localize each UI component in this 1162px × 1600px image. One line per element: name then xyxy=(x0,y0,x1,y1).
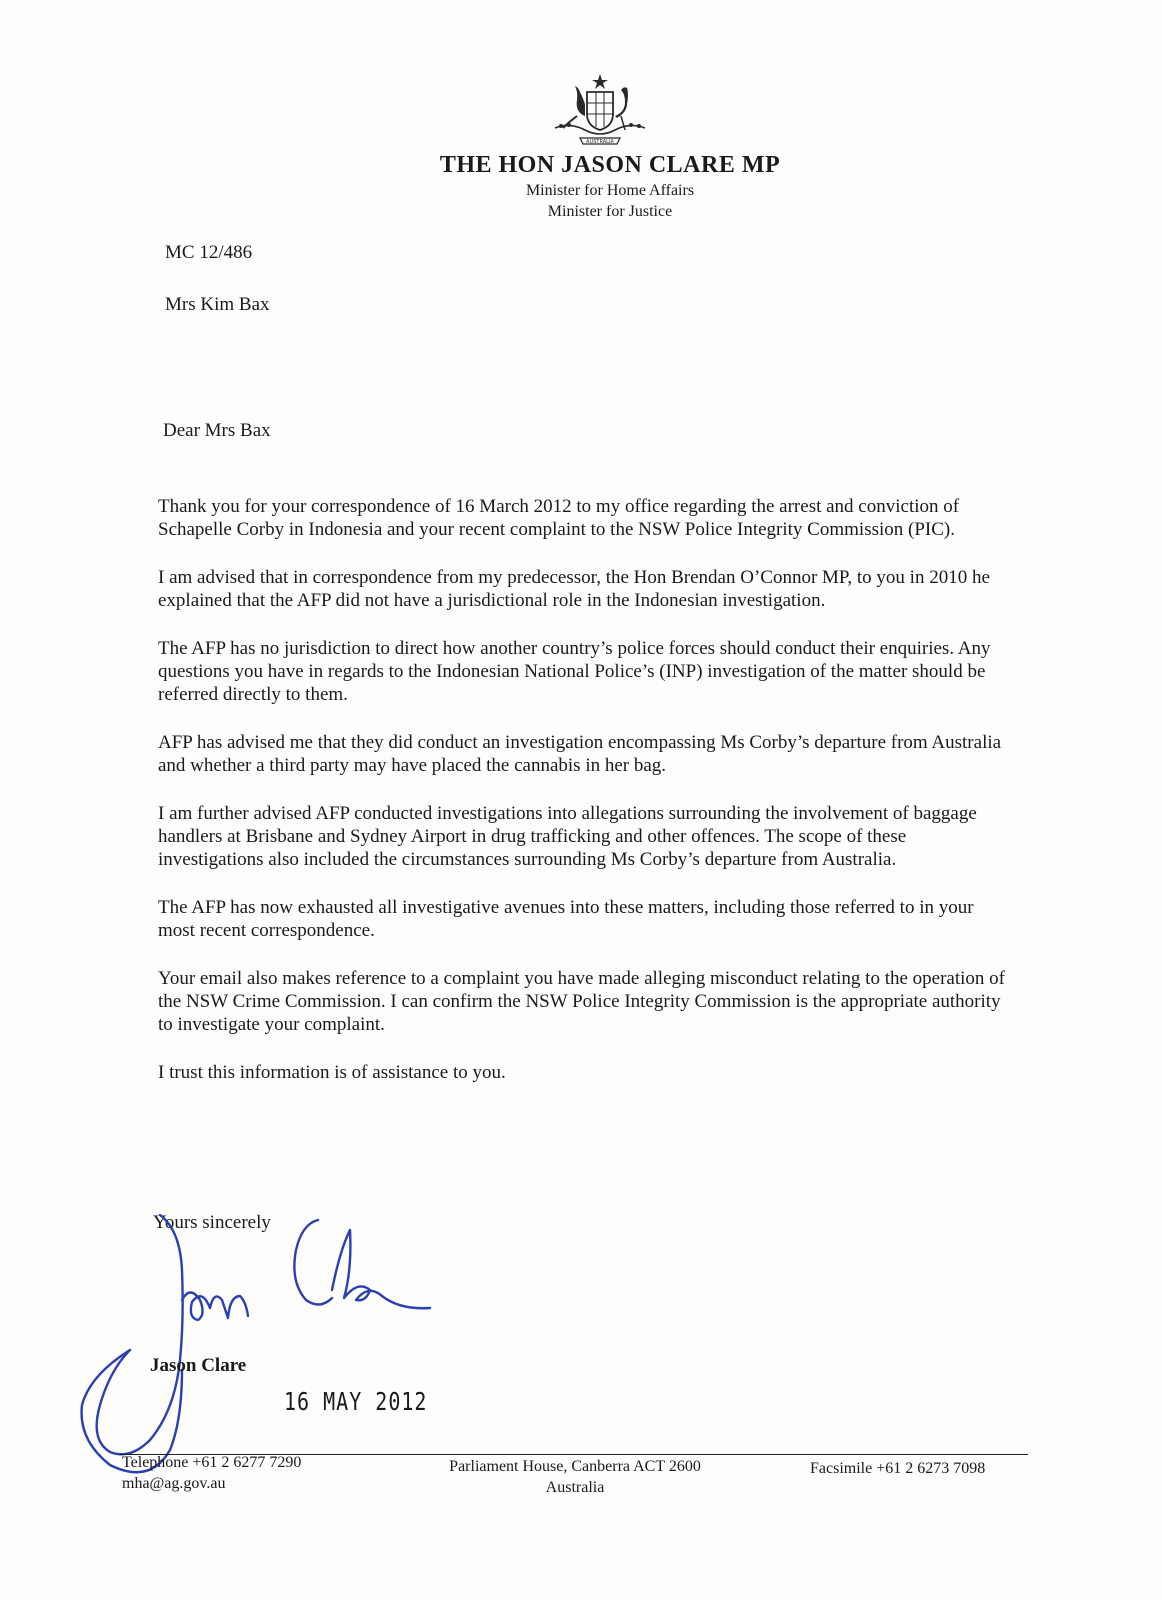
coat-of-arms-icon xyxy=(545,72,655,152)
date-stamp: 16 MAY 2012 xyxy=(284,1386,428,1416)
footer-address xyxy=(420,1456,730,1498)
letter-body xyxy=(158,495,1008,1109)
paragraph: I trust this information is of assistance to you. xyxy=(158,1062,506,1083)
paragraph: I am advised that in correspondence from my predecessor, the Hon Brendan O’Connor MP, to you in 2010 he explained that the AFP did not have a jurisdictional role in the Indonesian investigation. xyxy=(158,567,990,611)
footer-email: mha@ag.gov.au xyxy=(122,1475,226,1492)
signer-name: Jason Clare xyxy=(150,1355,247,1376)
footer-address-line: Parliament House, Canberra ACT 2600 xyxy=(449,1458,701,1475)
minister-role-justice: Minister for Justice xyxy=(547,203,673,220)
minister-name: THE HON JASON CLARE MP xyxy=(439,152,781,178)
reference-number: MC 12/486 xyxy=(165,242,253,263)
paragraph: Your email also makes reference to a complaint you have made alleging misconduct relating to the operation of the NSW Crime Commission. I can confirm the NSW Police Integrity Commission is the appropriate authority to investigate your complaint. xyxy=(158,968,1005,1035)
salutation: Dear Mrs Bax xyxy=(163,420,271,441)
paragraph: Thank you for your correspondence of 16 March 2012 to my office regarding the arrest and conviction of Schapelle Corby in Indonesia and your recent complaint to the NSW Police Integrity Commission (PIC). xyxy=(158,496,960,540)
paragraph: AFP has advised me that they did conduct an investigation encompassing Ms Corby’s departure from Australia and whether a third party may have placed the cannabis in her bag. xyxy=(158,732,1002,776)
paragraph: The AFP has now exhausted all investigative avenues into these matters, including those referred to in your most recent correspondence. xyxy=(158,897,974,941)
closing-phrase: Yours sincerely xyxy=(153,1212,271,1233)
paragraph: The AFP has no jurisdiction to direct how another country’s police forces should conduct their enquiries. Any questions you have in regards to the Indonesian National Police’s (INP) investigation of the matter should be referred directly to them. xyxy=(158,638,991,705)
footer-telephone: Telephone +61 2 6277 7290 xyxy=(122,1454,302,1471)
handwritten-signature xyxy=(70,1190,450,1490)
recipient-name: Mrs Kim Bax xyxy=(165,294,270,315)
minister-role-home-affairs: Minister for Home Affairs xyxy=(525,182,695,199)
footer-facsimile: Facsimile +61 2 6273 7098 xyxy=(810,1460,986,1477)
footer-contact xyxy=(122,1452,301,1494)
letterhead xyxy=(380,150,840,222)
paragraph: I am further advised AFP conducted investigations into allegations surrounding the involvement of baggage handlers at Brisbane and Sydney Airport in drug trafficking and other offences. The scope of these investigations also included the circumstances surrounding Ms Corby’s departure from Australia. xyxy=(158,803,977,870)
crest-scroll-text: AUSTRALIA xyxy=(586,139,614,145)
footer-country: Australia xyxy=(545,1479,605,1496)
